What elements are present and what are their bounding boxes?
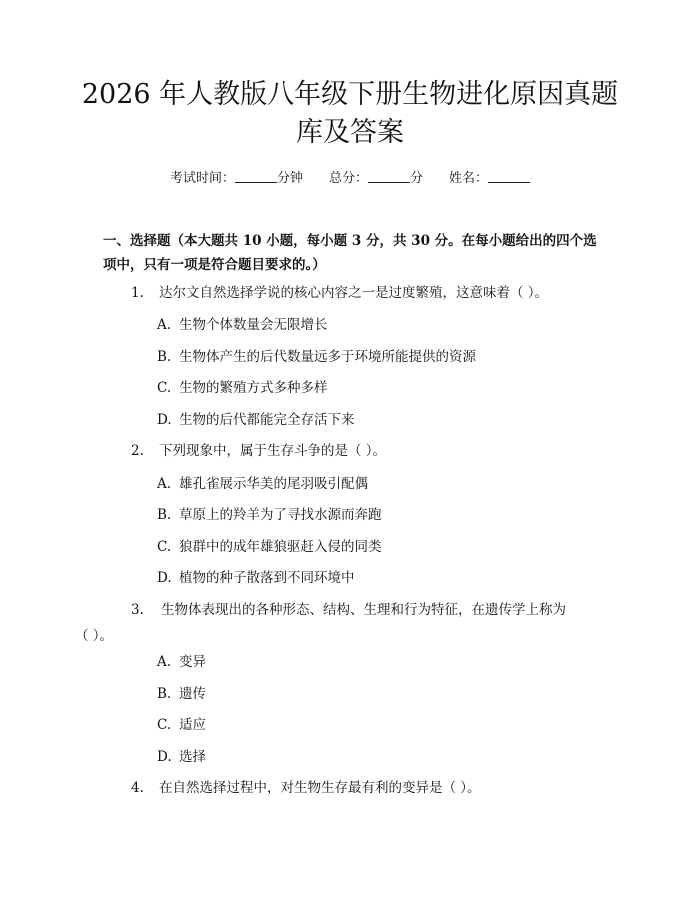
option-letter: D. [157, 749, 172, 765]
option-text: 草原上的羚羊为了寻找水源而奔跑 [179, 507, 382, 523]
document-title [60, 76, 640, 152]
document-title-line1: 2026 年人教版八年级下册生物进化原因真题 [81, 79, 619, 110]
exam-time-unit: 分钟 [276, 171, 303, 186]
section-heading-line2: 项中，只有一项是符合题目要求的。） [103, 257, 326, 273]
exam-name-label: 姓名： [449, 171, 489, 186]
question-2-option-d [157, 568, 355, 588]
question-number: 4. [131, 780, 144, 796]
question-text-line1: 生物体表现出的各种形态、结构、生理和行为特征，在遗传学上称为 [161, 602, 567, 618]
option-letter: C. [157, 380, 172, 396]
question-4 [103, 775, 608, 801]
option-letter: D. [157, 570, 172, 586]
question-3-option-a [157, 652, 206, 672]
option-letter: C. [157, 717, 172, 733]
option-letter: A. [157, 476, 172, 492]
option-letter: B. [157, 686, 172, 702]
question-3-option-b [157, 684, 206, 704]
question-1 [103, 280, 608, 306]
option-text: 遗传 [179, 686, 206, 702]
question-text: 下列现象中，属于生存斗争的是（ ）。 [159, 443, 387, 459]
question-1-option-d [157, 410, 355, 430]
exam-time-label: 考试时间： [169, 171, 235, 186]
question-3 [75, 597, 608, 649]
option-text: 生物的后代都能完全存活下来 [179, 412, 355, 428]
option-letter: D. [157, 412, 172, 428]
question-number: 1. [131, 285, 144, 301]
exam-info [0, 167, 700, 186]
option-letter: B. [157, 349, 172, 365]
question-text: 达尔文自然选择学说的核心内容之一是过度繁殖，这意味着（ ）。 [159, 285, 549, 301]
option-text: 选择 [179, 749, 206, 765]
exam-score-blank [368, 170, 410, 183]
question-2-option-a [157, 474, 368, 494]
option-text: 生物个体数量会无限增长 [179, 317, 328, 333]
question-3-option-d [157, 747, 206, 767]
exam-name-blank [488, 170, 530, 183]
option-text: 生物的繁殖方式多种多样 [179, 380, 328, 396]
question-2-option-b [157, 505, 382, 525]
question-text: 在自然选择过程中，对生物生存最有利的变异是（ ）。 [159, 780, 481, 796]
question-number: 2. [131, 443, 144, 459]
section-heading [103, 229, 608, 277]
option-text: 雄孔雀展示华美的尾羽吸引配偶 [179, 476, 368, 492]
question-3-option-c [157, 715, 206, 735]
question-1-option-b [157, 347, 476, 367]
document-title-line2: 库及答案 [296, 117, 404, 148]
question-1-option-c [157, 378, 328, 398]
question-2 [103, 438, 608, 464]
option-text: 生物体产生的后代数量远多于环境所能提供的资源 [179, 349, 476, 365]
question-text-line2: （ ）。 [75, 628, 114, 644]
exam-score-label: 总分： [328, 171, 368, 186]
option-text: 适应 [179, 717, 206, 733]
option-letter: C. [157, 539, 172, 555]
question-number: 3. [131, 602, 144, 618]
option-letter: A. [157, 654, 172, 670]
exam-score-unit: 分 [410, 171, 424, 186]
question-1-option-a [157, 315, 328, 335]
option-text: 狼群中的成年雄狼驱赶入侵的同类 [179, 539, 382, 555]
section-heading-line1: 一、选择题（本大题共 10 小题，每小题 3 分，共 30 分。在每小题给出的四个选 [103, 233, 597, 249]
option-letter: A. [157, 317, 172, 333]
exam-time-blank [235, 170, 277, 183]
question-2-option-c [157, 537, 382, 557]
option-letter: B. [157, 507, 172, 523]
option-text: 变异 [179, 654, 206, 670]
option-text: 植物的种子散落到不同环境中 [179, 570, 355, 586]
